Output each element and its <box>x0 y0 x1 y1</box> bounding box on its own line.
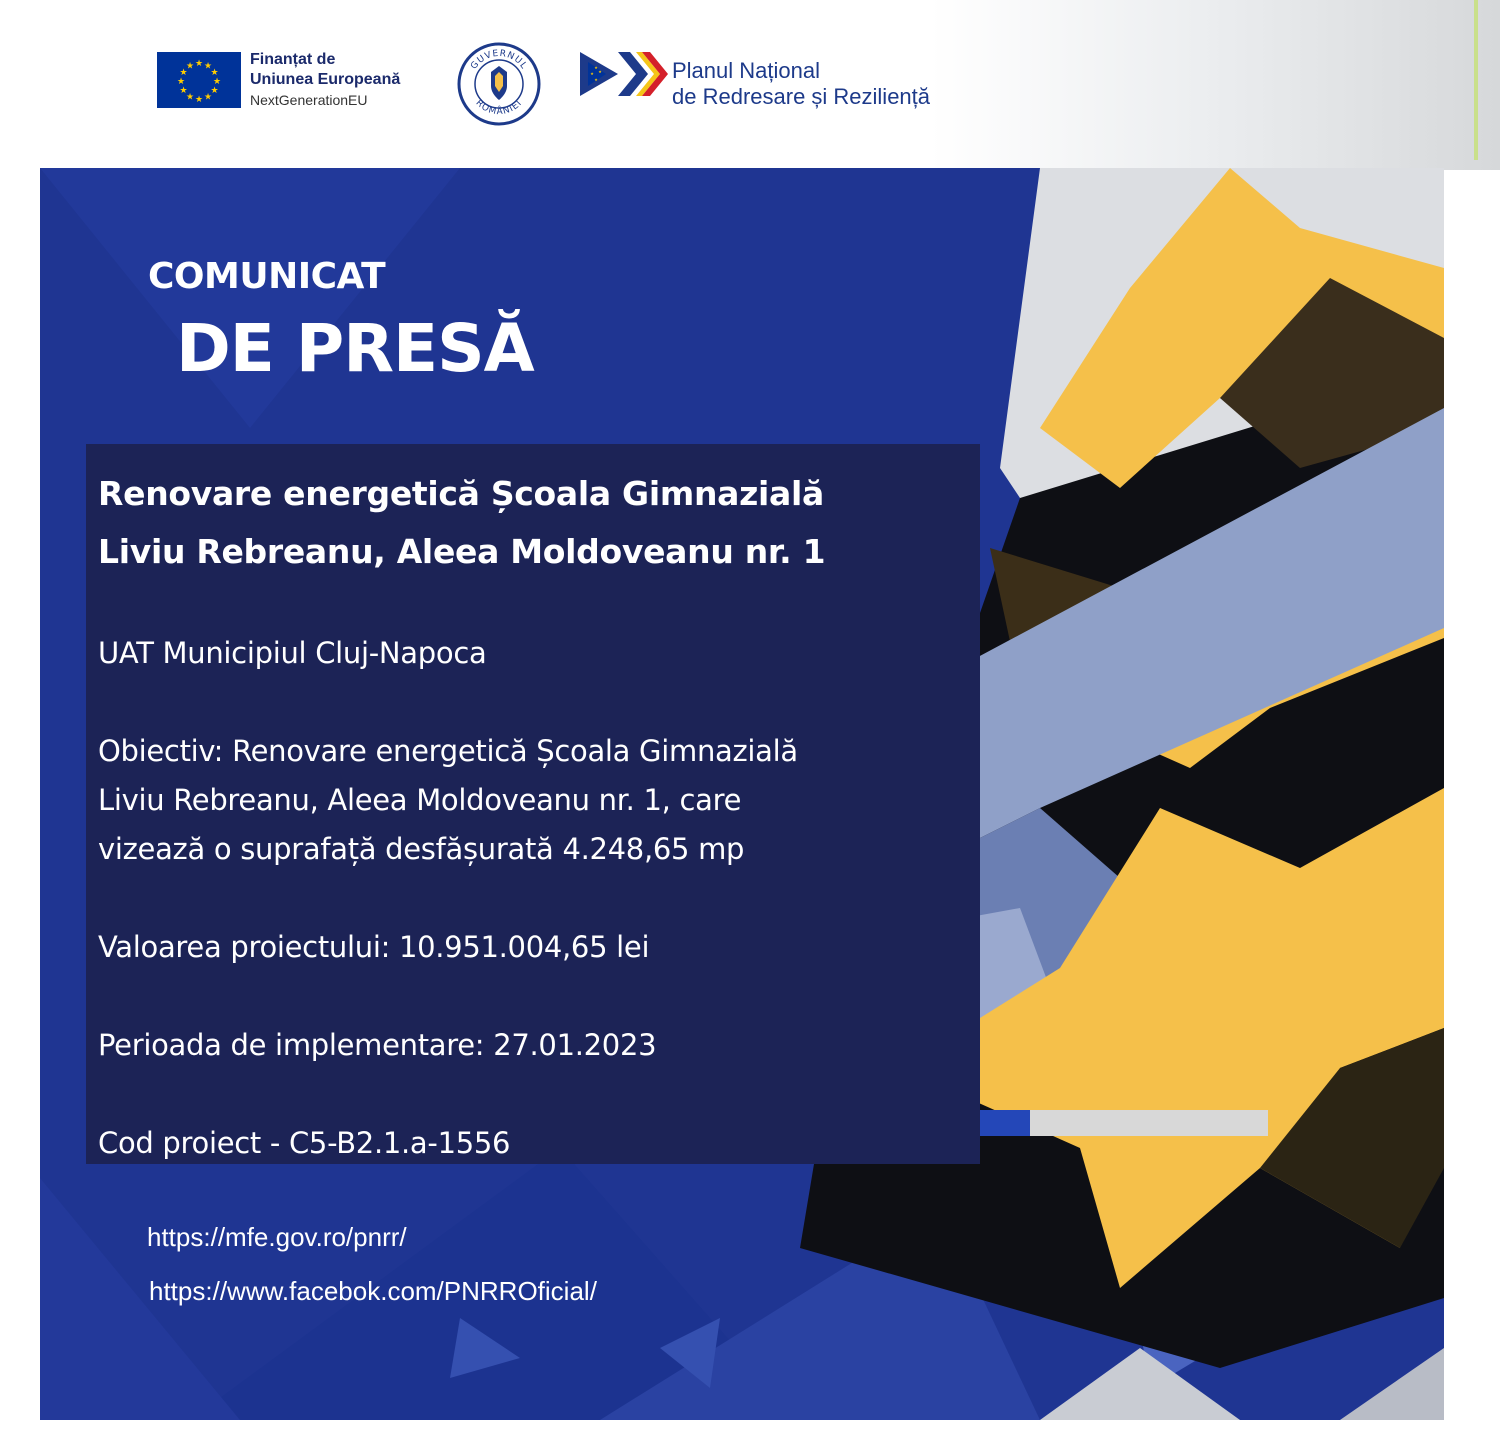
mfe-link[interactable]: https://mfe.gov.ro/pnrr/ <box>147 1222 407 1252</box>
svg-text:★: ★ <box>212 77 222 87</box>
svg-text:★: ★ <box>594 65 598 70</box>
svg-text:★: ★ <box>179 68 188 78</box>
eu-label-line2: Uniunea Europeană <box>250 71 401 88</box>
pnrr-arrow-icon <box>578 50 668 98</box>
implementation-period: Perioada de implementare: 27.01.2023 <box>98 1028 657 1062</box>
pnrr-label-line1: Planul Național <box>672 58 820 83</box>
objective-line1: Obiectiv: Renovare energetică Școala Gimnazială <box>98 734 798 768</box>
eu-flag-icon <box>157 52 241 108</box>
svg-text:★: ★ <box>194 59 204 69</box>
svg-text:★: ★ <box>210 86 219 96</box>
objective-line2: Liviu Rebreanu, Aleea Moldoveanu nr. 1, care <box>98 783 742 817</box>
svg-text:★: ★ <box>179 86 188 96</box>
svg-text:★: ★ <box>210 68 219 78</box>
headline-line1: Renovare energetică Școala Gimnazială <box>98 474 824 513</box>
project-code: Cod proiect - C5-B2.1.a-1556 <box>98 1126 511 1160</box>
pnrr-label <box>672 58 930 110</box>
facebook-link[interactable]: https://www.facebok.com/PNRROficial/ <box>149 1276 597 1306</box>
pnrr-label-line2: de Redresare și Reziliență <box>672 84 931 109</box>
svg-text:★: ★ <box>594 77 598 82</box>
headline-line2: Liviu Rebreanu, Aleea Moldoveanu nr. 1 <box>98 532 826 571</box>
svg-text:★: ★ <box>185 92 195 103</box>
project-value: Valoarea proiectului: 10.951.004,65 lei <box>98 930 650 964</box>
svg-text:★: ★ <box>194 95 204 105</box>
beneficiary-text: UAT Municipiul Cluj-Napoca <box>98 636 487 670</box>
svg-text:★: ★ <box>185 61 195 72</box>
svg-text:★: ★ <box>203 92 213 103</box>
title-de-presa: DE PRESĂ <box>176 310 534 387</box>
svg-text:★: ★ <box>203 61 213 72</box>
info-box <box>86 444 980 1164</box>
svg-text:★: ★ <box>176 77 186 87</box>
seal-top-text: GUVERNUL <box>469 48 529 72</box>
eu-label-line3: NextGenerationEU <box>250 92 368 108</box>
objective-line3: vizează o suprafață desfășurată 4.248,65 mp <box>98 832 745 866</box>
eu-funding-label <box>250 50 400 110</box>
svg-text:★: ★ <box>598 69 602 74</box>
government-seal-icon <box>457 42 541 126</box>
seal-bottom-text: ROMÂNIEI <box>473 98 525 118</box>
edge-line <box>1474 0 1478 160</box>
title-comunicat: COMUNICAT <box>148 256 386 297</box>
svg-text:★: ★ <box>590 71 594 76</box>
eu-label-line1: Finanțat de <box>250 51 336 68</box>
